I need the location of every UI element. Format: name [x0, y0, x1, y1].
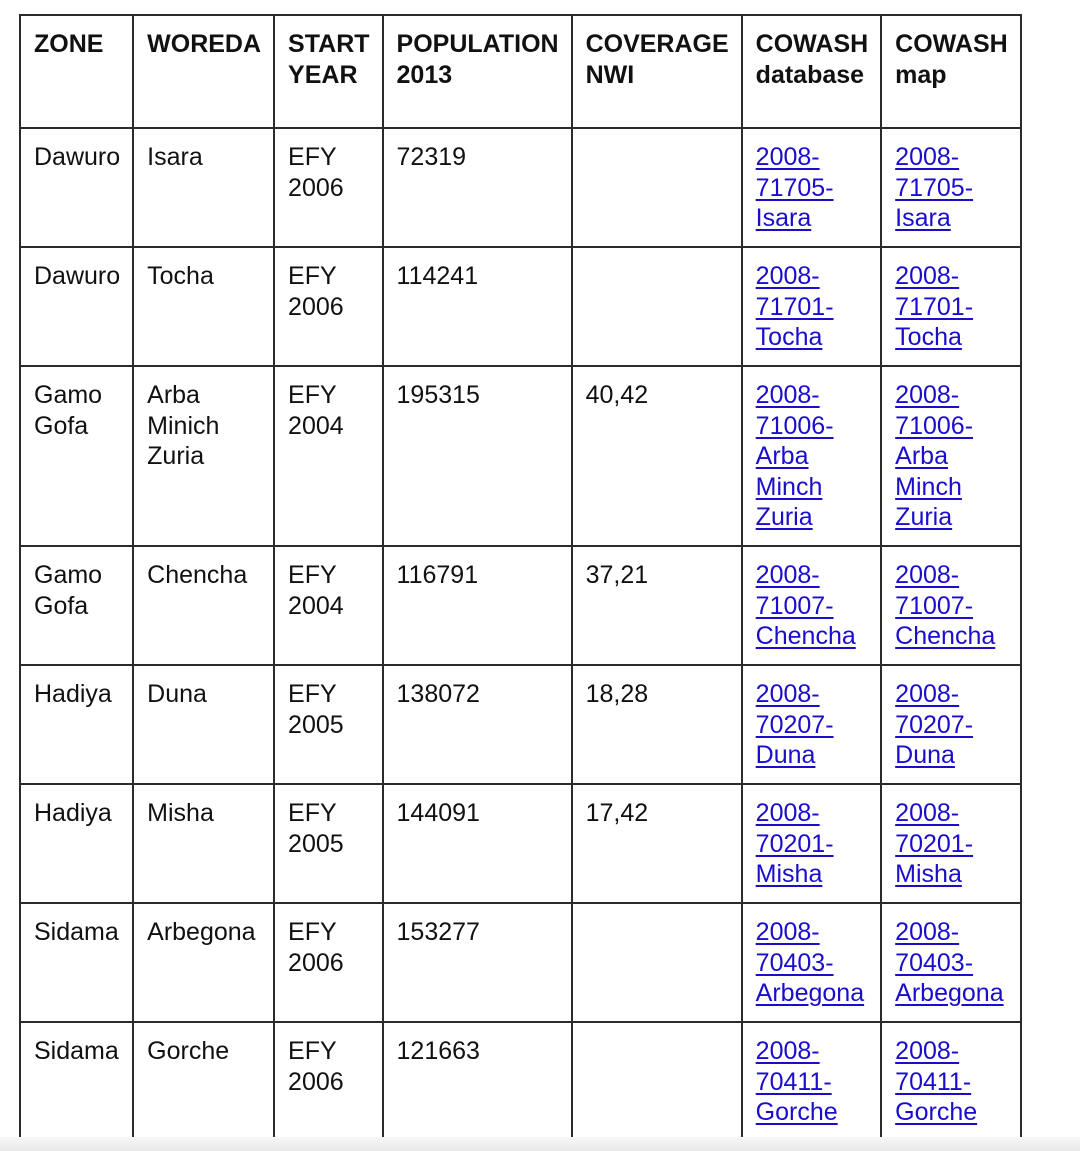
link-text[interactable]: 70201- [755, 829, 834, 858]
link-text[interactable]: 2008- [755, 1037, 820, 1065]
database-link-cell [742, 784, 882, 903]
zone-cell [20, 784, 133, 903]
population-cell [383, 247, 572, 366]
link-text[interactable]: Arba [895, 442, 948, 470]
start-year-cell [274, 366, 382, 546]
link-text[interactable]: Misha [755, 860, 823, 888]
link-text[interactable]: Gorche [895, 1098, 978, 1126]
link-text[interactable]: 2008- [895, 381, 960, 409]
zone-cell [20, 903, 133, 1022]
population-cell [383, 665, 572, 784]
cell-text: 2004 [288, 591, 344, 620]
cowash-database-link[interactable] [756, 142, 869, 234]
population-cell [383, 366, 572, 546]
link-text[interactable]: Arbegona [755, 979, 865, 1007]
cell-text: 2005 [288, 829, 344, 858]
cell-text: 144091 [396, 799, 480, 827]
cell-text: Gofa [34, 591, 89, 620]
map-link-cell [881, 366, 1021, 546]
link-text[interactable]: 70207- [895, 710, 974, 739]
cell-text: Chencha [147, 561, 248, 589]
link-text[interactable]: 70403- [755, 948, 834, 977]
start-year-cell [274, 247, 382, 366]
map-link-cell [881, 665, 1021, 784]
cell-text: EFY [288, 561, 337, 589]
map-link-cell [881, 784, 1021, 903]
link-text[interactable]: 2008- [755, 918, 820, 946]
link-text[interactable]: 70411- [755, 1067, 832, 1096]
header-woreda [133, 15, 274, 128]
link-text[interactable]: 2008- [755, 680, 820, 708]
link-text[interactable]: 71006- [895, 411, 974, 440]
population-cell [383, 128, 572, 247]
header-text: WOREDA [147, 30, 262, 58]
link-text[interactable]: Tocha [895, 323, 962, 351]
start-year-cell [274, 784, 382, 903]
coverage-cell [572, 1022, 742, 1141]
zone-cell [20, 1022, 133, 1141]
cowash-database-link[interactable] [756, 679, 869, 771]
cell-text: Dawuro [34, 262, 121, 290]
link-text[interactable]: 2008- [895, 918, 960, 946]
start-year-cell [274, 546, 382, 665]
table-row [20, 366, 1021, 546]
coverage-cell [572, 247, 742, 366]
cell-text: 72319 [396, 143, 467, 171]
table-row [20, 903, 1021, 1022]
link-text[interactable]: Misha [895, 860, 962, 888]
woreda-cell [133, 247, 274, 366]
cowash-map-link[interactable] [895, 261, 1008, 353]
link-text[interactable]: 70207- [755, 710, 834, 739]
start-year-cell [274, 128, 382, 247]
cell-text: Arba [147, 381, 200, 409]
cell-text: EFY [288, 918, 337, 946]
cell-text: 2004 [288, 411, 344, 440]
cell-text: Dawuro [34, 143, 121, 171]
cell-text: Gamo [34, 561, 103, 589]
population-cell [383, 784, 572, 903]
link-text[interactable]: 71007- [895, 591, 974, 620]
header-start-year [274, 15, 382, 128]
link-text[interactable]: 71007- [755, 591, 834, 620]
cell-text: Misha [147, 799, 214, 827]
woreda-cell [133, 1022, 274, 1141]
cell-text: Arbegona [147, 918, 256, 946]
woreda-cell [133, 665, 274, 784]
link-text[interactable]: 71701- [755, 292, 834, 321]
cell-text: EFY [288, 799, 337, 827]
database-link-cell [742, 903, 882, 1022]
cowash-database-link[interactable] [756, 1036, 869, 1128]
link-text[interactable]: 70201- [895, 829, 974, 858]
link-text[interactable]: 2008- [895, 799, 960, 827]
header-coverage [572, 15, 742, 128]
map-link-cell [881, 247, 1021, 366]
link-text[interactable]: 70403- [895, 948, 974, 977]
link-text[interactable]: Arbegona [895, 979, 1004, 1007]
coverage-cell [572, 366, 742, 546]
database-link-cell [742, 128, 882, 247]
cell-text: Gamo [34, 381, 103, 409]
cell-text: Sidama [34, 918, 119, 946]
woreda-table [19, 14, 1022, 1142]
woreda-cell [133, 128, 274, 247]
zone-cell [20, 247, 133, 366]
start-year-cell [274, 665, 382, 784]
header-text: START [288, 30, 370, 58]
link-text[interactable]: 70411- [895, 1067, 972, 1096]
zone-cell [20, 546, 133, 665]
page-bottom-edge [0, 1137, 1080, 1151]
start-year-cell [274, 1022, 382, 1141]
zone-cell [20, 128, 133, 247]
link-text[interactable]: 2008- [755, 561, 820, 589]
coverage-cell [572, 903, 742, 1022]
link-text[interactable]: 71705- [895, 173, 974, 202]
link-text[interactable]: Zuria [755, 503, 813, 531]
cell-text: EFY [288, 1037, 337, 1065]
cell-text: Minich [147, 411, 220, 440]
cell-text: 2006 [288, 173, 344, 202]
cowash-map-link[interactable] [895, 142, 1008, 234]
map-link-cell [881, 1022, 1021, 1141]
link-text[interactable]: 2008- [895, 561, 960, 589]
woreda-cell [133, 903, 274, 1022]
link-text[interactable]: 2008- [755, 262, 820, 290]
map-link-cell [881, 903, 1021, 1022]
coverage-cell [572, 128, 742, 247]
cell-text: Hadiya [34, 799, 112, 827]
cell-text: 37,21 [585, 561, 649, 589]
link-text[interactable]: Zuria [895, 503, 953, 531]
header-text: COWASH [895, 30, 1008, 58]
table-row [20, 784, 1021, 903]
header-text: map [895, 60, 947, 89]
cowash-map-link[interactable] [895, 1036, 1008, 1128]
population-cell [383, 903, 572, 1022]
cell-text: EFY [288, 262, 337, 290]
link-text[interactable]: Arba [755, 442, 809, 470]
header-row [20, 15, 1021, 128]
database-link-cell [742, 665, 882, 784]
header-text: YEAR [288, 60, 358, 89]
cell-text: EFY [288, 381, 337, 409]
population-cell [383, 1022, 572, 1141]
link-text[interactable]: 2008- [895, 143, 960, 171]
header-cowash-database [742, 15, 882, 128]
cell-text: 138072 [396, 680, 480, 708]
cell-text: 2006 [288, 292, 344, 321]
link-text[interactable]: 2008- [755, 143, 820, 171]
cowash-map-link[interactable] [895, 798, 1008, 890]
map-link-cell [881, 128, 1021, 247]
database-link-cell [742, 1022, 882, 1141]
cell-text: 18,28 [585, 680, 649, 708]
link-text[interactable]: Tocha [755, 323, 823, 351]
header-text: COWASH [755, 30, 869, 58]
cell-text: 2005 [288, 710, 344, 739]
cell-text: Gofa [34, 411, 89, 440]
link-text[interactable]: 2008- [755, 381, 820, 409]
cell-text: 195315 [396, 381, 480, 409]
header-text: NWI [585, 60, 635, 89]
cell-text: 153277 [396, 918, 480, 946]
population-cell [383, 546, 572, 665]
link-text[interactable]: Chencha [895, 622, 996, 650]
link-text[interactable]: Chencha [755, 622, 856, 650]
link-text[interactable]: Minch [895, 472, 962, 501]
link-text[interactable]: Minch [755, 472, 823, 501]
cell-text: Duna [147, 680, 207, 708]
cell-text: 116791 [396, 561, 479, 589]
link-text[interactable]: 2008- [895, 262, 960, 290]
link-text[interactable]: 71701- [895, 292, 974, 321]
table-body [20, 128, 1021, 1141]
header-text: database [755, 60, 865, 89]
start-year-cell [274, 903, 382, 1022]
link-text[interactable]: Isara [755, 204, 812, 232]
table-row [20, 546, 1021, 665]
cell-text: Tocha [147, 262, 214, 290]
link-text[interactable]: Isara [895, 204, 951, 232]
link-text[interactable]: Duna [755, 741, 816, 769]
cell-text: 2006 [288, 948, 344, 977]
woreda-cell [133, 784, 274, 903]
woreda-cell [133, 366, 274, 546]
cell-text: Isara [147, 143, 203, 171]
link-text[interactable]: 71705- [755, 173, 834, 202]
map-link-cell [881, 546, 1021, 665]
cell-text: 17,42 [585, 799, 649, 827]
table-row [20, 247, 1021, 366]
cowash-map-link[interactable] [895, 917, 1008, 1009]
link-text[interactable]: Duna [895, 741, 955, 769]
cowash-database-link[interactable] [756, 917, 869, 1009]
header-text: COVERAGE [585, 30, 729, 58]
table-row [20, 665, 1021, 784]
cowash-map-link[interactable] [895, 679, 1008, 771]
header-text: POPULATION [396, 30, 559, 58]
cell-text: 2006 [288, 1067, 344, 1096]
database-link-cell [742, 546, 882, 665]
coverage-cell [572, 665, 742, 784]
link-text[interactable]: 2008- [895, 680, 960, 708]
woreda-cell [133, 546, 274, 665]
link-text[interactable]: 71006- [755, 411, 834, 440]
cell-text: 40,42 [585, 381, 649, 409]
link-text[interactable]: 2008- [755, 799, 820, 827]
cell-text: Zuria [147, 442, 205, 470]
cowash-database-link[interactable] [756, 798, 869, 890]
cell-text: 114241 [396, 262, 479, 290]
cell-text: EFY [288, 143, 337, 171]
database-link-cell [742, 366, 882, 546]
cell-text: 121663 [396, 1037, 480, 1065]
cowash-database-link[interactable] [756, 261, 869, 353]
link-text[interactable]: 2008- [895, 1037, 960, 1065]
header-zone [20, 15, 133, 128]
coverage-cell [572, 784, 742, 903]
zone-cell [20, 366, 133, 546]
coverage-cell [572, 546, 742, 665]
header-cowash-map [881, 15, 1021, 128]
header-population [383, 15, 572, 128]
cell-text: EFY [288, 680, 337, 708]
header-text: 2013 [396, 60, 453, 89]
cell-text: Gorche [147, 1037, 230, 1065]
cowash-map-link[interactable] [895, 380, 1008, 533]
cell-text: Sidama [34, 1037, 119, 1065]
database-link-cell [742, 247, 882, 366]
cowash-database-link[interactable] [756, 560, 869, 652]
table-row [20, 1022, 1021, 1141]
link-text[interactable]: Gorche [755, 1098, 838, 1126]
header-text: ZONE [34, 30, 104, 58]
cowash-database-link[interactable] [756, 380, 869, 533]
zone-cell [20, 665, 133, 784]
cell-text: Hadiya [34, 680, 112, 708]
cowash-map-link[interactable] [895, 560, 1008, 652]
table-row [20, 128, 1021, 247]
